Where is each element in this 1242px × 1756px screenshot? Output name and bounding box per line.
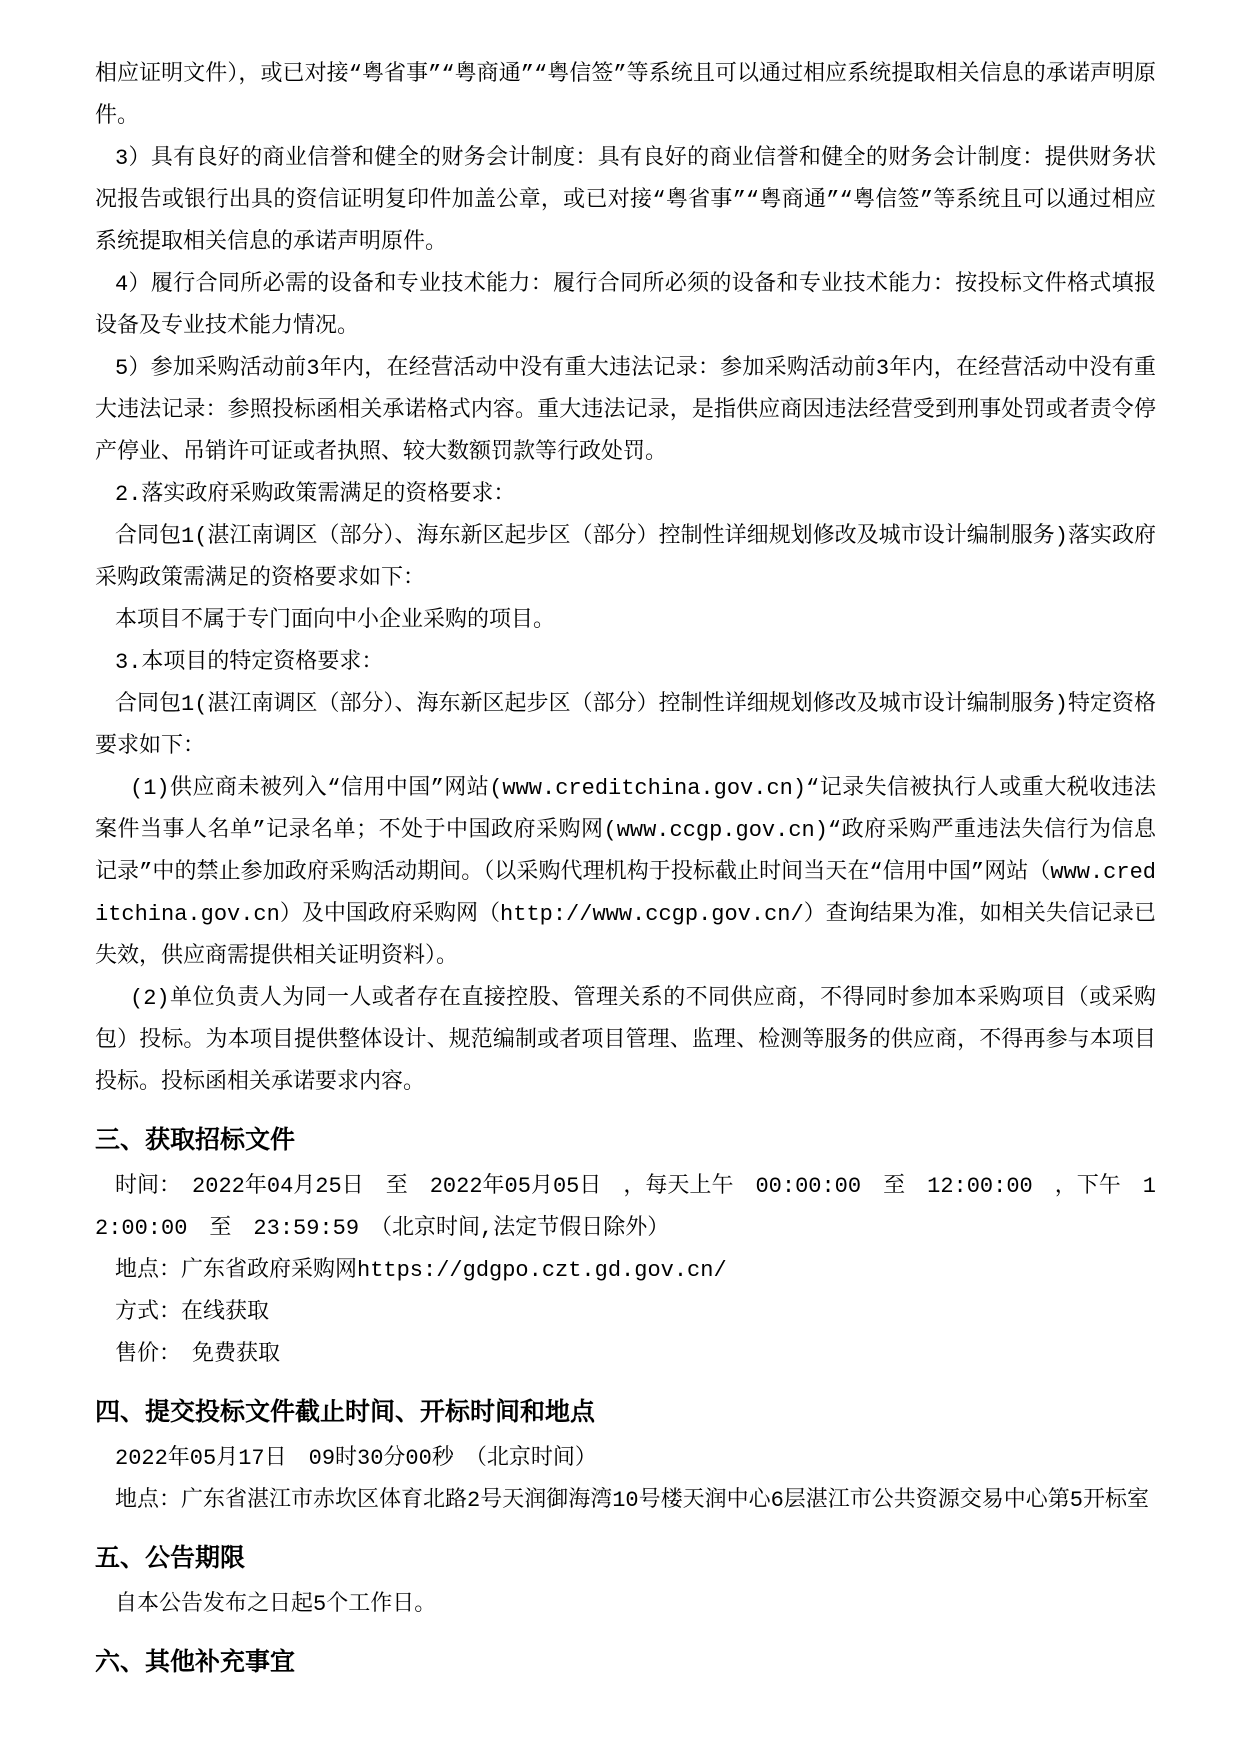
- section-paragraph-opening-location: 地点：广东省湛江市赤坎区体育北路2号天润御海湾10号楼天润中心6层湛江市公共资源交易中心第5开标室: [115, 1488, 1150, 1513]
- body-paragraph-contract-package-specific: 合同包1(湛江南调区（部分）、海东新区起步区（部分）控制性详细规划修改及城市设计编制服务)特定资格要求如下：: [95, 692, 1156, 759]
- section-heading-bid-deadline-opening: 四、提交投标文件截止时间、开标时间和地点: [95, 1398, 596, 1426]
- body-paragraph-not-sme-project: 本项目不属于专门面向中小企业采购的项目。: [115, 608, 556, 633]
- body-paragraph-contract-package-policy: 合同包1(湛江南调区（部分）、海东新区起步区（部分）控制性详细规划修改及城市设计编制服务)落实政府采购政策需满足的资格要求如下：: [95, 524, 1156, 591]
- body-paragraph-item-5: 5）参加采购活动前3年内，在经营活动中没有重大违法记录：参加采购活动前3年内，在经营活动中没有重大违法记录：参照投标函相关承诺格式内容。重大违法记录，是指供应商因违法经营受到刑事处罚或者责令停产停业、吊销许可证或者执照、较大数额罚款等行政处罚。: [95, 356, 1156, 465]
- body-paragraph-credit-check: (1)供应商未被列入“信用中国”网站(www.creditchina.gov.cn)“记录失信被执行人或重大税收违法案件当事人名单”记录名单；不处于中国政府采购网(www.ccgp.gov.cn)“政府采购严重违法失信行为信息记录”中的禁止参加政府采购活动期间。（以采购代理机构于投标截止时间当天在“信用中国”网站（www.creditchina.gov.cn）及中国政府采购网（http://www.ccgp.gov.cn/）查询结果为准，如相关失信记录已失效，供应商需提供相关证明资料）。: [95, 776, 1156, 969]
- section-get-tender-documents: [95, 1119, 1156, 1376]
- body-paragraph-specific-requirements: 3.本项目的特定资格要求：: [115, 650, 384, 675]
- section-paragraph-announcement-period: 自本公告发布之日起5个工作日。: [115, 1592, 437, 1617]
- section-paragraph-deadline-datetime: 2022年05月17日 09时30分00秒 （北京时间）: [115, 1446, 597, 1471]
- section-heading-announcement-period: 五、公告期限: [95, 1544, 246, 1572]
- section-paragraph-location: 地点：广东省政府采购网https://gdgpo.czt.gd.gov.cn/: [115, 1258, 727, 1283]
- section-bid-deadline-opening: [95, 1391, 1156, 1522]
- section-paragraph-method: 方式：在线获取: [115, 1300, 270, 1325]
- body-paragraph-policy-requirements: 2.落实政府采购政策需满足的资格要求：: [115, 482, 516, 507]
- body-paragraph-continuation: 相应证明文件），或已对接“粤省事”“粤商通”“粤信签”等系统且可以通过相应系统提取相关信息的承诺声明原件。: [95, 62, 1156, 129]
- section-paragraph-time: 时间： 2022年04月25日 至 2022年05月05日 ，每天上午 00:00:00 至 12:00:00 ，下午 12:00:00 至 23:59:59 （北京时间,法定节假日除外）: [95, 1174, 1156, 1241]
- section-heading-other-supplementary-matters: 六、其他补充事宜: [95, 1648, 296, 1676]
- section-announcement-period: [95, 1537, 1156, 1626]
- section-paragraph-price: 售价： 免费获取: [115, 1342, 281, 1367]
- body-paragraph-item-4: 4）履行合同所必需的设备和专业技术能力：履行合同所必须的设备和专业技术能力：按投标文件格式填报设备及专业技术能力情况。: [95, 272, 1156, 339]
- body-paragraph-same-person-rule: (2)单位负责人为同一人或者存在直接控股、管理关系的不同供应商，不得同时参加本采购项目（或采购包）投标。为本项目提供整体设计、规范编制或者项目管理、监理、检测等服务的供应商，不得再参与本项目投标。投标函相关承诺要求内容。: [95, 986, 1156, 1095]
- section-heading-get-tender-documents: 三、获取招标文件: [95, 1126, 296, 1154]
- body-paragraph-item-3: 3）具有良好的商业信誉和健全的财务会计制度：具有良好的商业信誉和健全的财务会计制度：提供财务状况报告或银行出具的资信证明复印件加盖公章，或已对接“粤省事”“粤商通”“粤信签”等系统且可以通过相应系统提取相关信息的承诺声明原件。: [95, 146, 1156, 255]
- section-other-supplementary-matters: [95, 1641, 1156, 1683]
